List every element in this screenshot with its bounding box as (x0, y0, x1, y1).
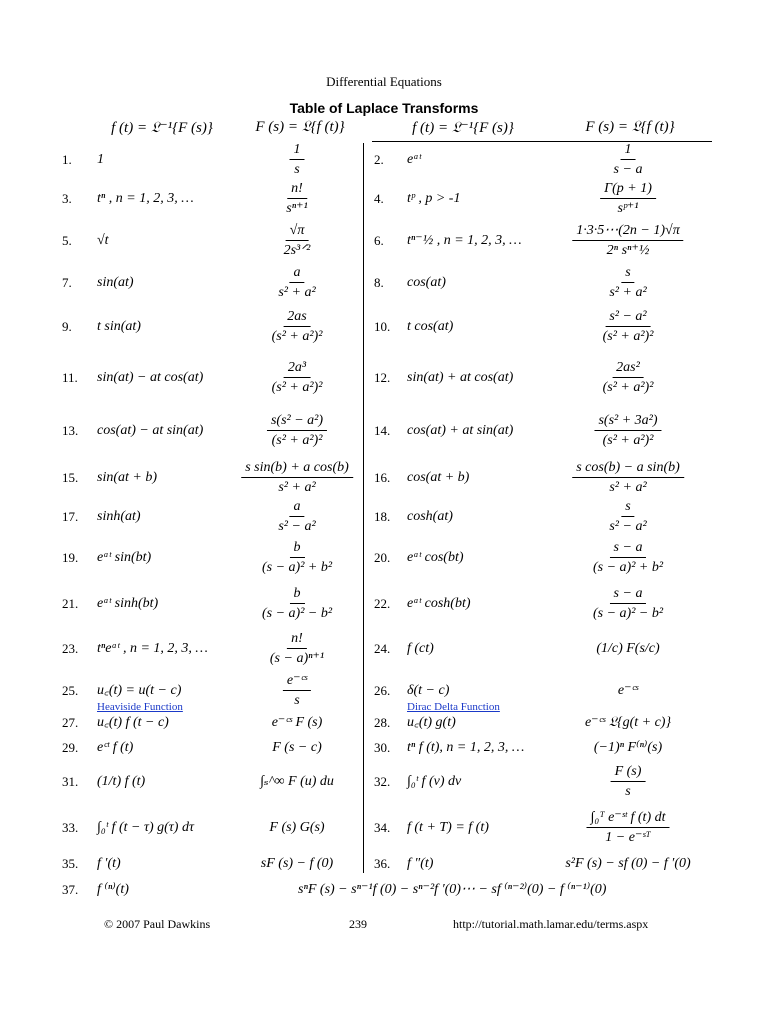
denominator: (s − a)² − b² (592, 606, 664, 621)
laplace-transform (594, 413, 661, 449)
footer-url: http://tutorial.math.lamar.edu/terms.aspx (453, 917, 649, 931)
numerator: n! (287, 631, 307, 649)
time-domain-function: tᵖ , p > -1 (407, 191, 461, 206)
row-number: 35. (62, 856, 79, 871)
numerator: s cos(b) − a sin(b) (572, 460, 684, 478)
denominator: sᵖ⁺¹ (617, 201, 639, 216)
time-domain-function: cos(at + b) (407, 470, 470, 485)
time-domain-function: u꜀(t) = u(t − c) (97, 683, 182, 698)
laplace-transform (266, 631, 328, 667)
laplace-transform (274, 265, 319, 301)
row-number: 8. (374, 275, 384, 290)
time-domain-function: tⁿeᵃᵗ , n = 1, 2, 3, … (97, 641, 208, 656)
denominator: s² − a² (278, 519, 316, 534)
denominator: (s² + a²)² (271, 380, 323, 395)
denominator: s (294, 162, 300, 177)
laplace-transform: sⁿF (s) − sⁿ⁻¹f (0) − sⁿ⁻²f ′(0)⋯ − sf ⁽ⁿ⁻²⁾(0) − f ⁽ⁿ⁻¹⁾(0) (298, 882, 607, 897)
row-number: 6. (374, 233, 384, 248)
time-domain-function: √t (97, 233, 109, 248)
numerator: 1·3·5⋯(2n − 1)√π (572, 223, 683, 241)
row-number: 31. (62, 774, 79, 789)
row-number: 13. (62, 423, 79, 438)
numerator: a (289, 499, 304, 517)
row-number: 21. (62, 596, 79, 611)
time-domain-function: f (t + T) = f (t) (407, 820, 489, 835)
denominator: s − a (613, 162, 643, 177)
row-number: 28. (374, 715, 391, 730)
laplace-transform (267, 413, 327, 449)
row-link[interactable]: Heaviside Function (97, 701, 183, 713)
row-number: 36. (374, 856, 391, 871)
fraction (241, 460, 353, 496)
fraction (266, 631, 328, 667)
laplace-transform: F (s − c) (272, 740, 322, 755)
fraction (268, 309, 327, 345)
laplace-transform (280, 223, 315, 259)
numerator: b (290, 540, 305, 558)
row-number: 18. (374, 509, 391, 524)
denominator: s² + a² (609, 285, 647, 300)
numerator: b (290, 586, 305, 604)
denominator: 2ⁿ sⁿ⁺½ (606, 243, 650, 258)
left-f-column-header: f (t) = 𝔏⁻¹{F (s)} (111, 120, 213, 136)
time-domain-function: f (ct) (407, 641, 434, 656)
fraction (258, 586, 336, 622)
fraction (600, 181, 656, 217)
fraction (274, 265, 319, 301)
laplace-transform: e⁻ᶜˢ 𝔏{g(t + c)} (584, 715, 672, 730)
laplace-transform (268, 360, 327, 396)
time-domain-function: f ″(t) (407, 856, 434, 871)
fraction (599, 309, 658, 345)
fraction (280, 223, 315, 259)
fraction (572, 223, 683, 259)
row-number: 34. (374, 820, 391, 835)
footer-copyright: © 2007 Paul Dawkins (104, 917, 211, 931)
row-number: 33. (62, 820, 79, 835)
numerator: 1 (290, 142, 305, 160)
row-number: 22. (374, 596, 391, 611)
time-domain-function: cos(at) + at sin(at) (407, 423, 514, 438)
right-F-column-header: F (s) = 𝔏{f (t)} (585, 119, 675, 135)
time-domain-function: tⁿ⁻½ , n = 1, 2, 3, … (407, 233, 522, 248)
table-title: Table of Laplace Transforms (289, 100, 479, 116)
laplace-transform (611, 764, 646, 800)
row-link[interactable]: Dirac Delta Function (407, 701, 500, 713)
denominator: 2s³ᐟ² (283, 243, 311, 258)
fraction (282, 181, 311, 217)
fraction (274, 499, 319, 535)
numerator: F (s) (611, 764, 646, 782)
fraction (267, 413, 327, 449)
fraction (605, 265, 650, 301)
numerator: s − a (610, 540, 647, 558)
laplace-transform (258, 586, 336, 622)
laplace-transform: sF (s) − f (0) (260, 856, 334, 871)
time-domain-function: ∫₀ᵗ f (t − τ) g(τ) dτ (97, 820, 194, 835)
laplace-transform (589, 586, 667, 622)
denominator: (s − a)² + b² (592, 560, 664, 575)
row-number: 32. (374, 774, 391, 789)
time-domain-function: cos(at) (407, 275, 446, 290)
time-domain-function: eᵃᵗ sinh(bt) (97, 596, 159, 611)
row-number: 2. (374, 152, 384, 167)
time-domain-function: sinh(at) (97, 509, 141, 524)
row-number: 30. (374, 740, 391, 755)
laplace-transform (241, 460, 353, 496)
laplace-transform: e⁻ᶜˢ F (s) (271, 715, 323, 730)
fraction (605, 499, 650, 535)
denominator: sⁿ⁺¹ (286, 201, 308, 216)
numerator: s sin(b) + a cos(b) (241, 460, 353, 478)
laplace-transform (599, 309, 658, 345)
time-domain-function: 1 (97, 152, 104, 167)
row-number: 5. (62, 233, 72, 248)
fraction (258, 540, 336, 576)
time-domain-function: eᵃᵗ cosh(bt) (407, 596, 471, 611)
laplace-transform (600, 181, 656, 217)
denominator: (s² + a²)² (271, 329, 323, 344)
laplace-transform (290, 142, 305, 178)
laplace-transform (605, 265, 650, 301)
numerator: √π (286, 223, 309, 241)
document-header: Differential Equations (326, 74, 442, 89)
fraction (268, 360, 327, 396)
row-number: 27. (62, 715, 79, 730)
time-domain-function: sin(at) − at cos(at) (97, 370, 204, 385)
denominator: s² − a² (609, 519, 647, 534)
fraction (283, 673, 311, 709)
row-number: 29. (62, 740, 79, 755)
laplace-transform: s²F (s) − sf (0) − f ′(0) (565, 856, 691, 871)
time-domain-function: f ′(t) (97, 856, 121, 871)
row-number: 15. (62, 470, 79, 485)
time-domain-function: sin(at) + at cos(at) (407, 370, 514, 385)
denominator: s² + a² (278, 480, 316, 495)
time-domain-function: δ(t − c) (407, 683, 450, 698)
laplace-transform (258, 540, 336, 576)
denominator: (s² + a²)² (602, 380, 654, 395)
time-domain-function: t sin(at) (97, 319, 141, 334)
time-domain-function: tⁿ f (t), n = 1, 2, 3, … (407, 740, 525, 755)
row-number: 3. (62, 191, 72, 206)
numerator: ∫₀ᵀ e⁻ˢᵗ f (t) dt (586, 810, 669, 828)
right-f-column-header: f (t) = 𝔏⁻¹{F (s)} (412, 120, 514, 136)
time-domain-function: tⁿ , n = 1, 2, 3, … (97, 191, 194, 206)
laplace-transform (282, 181, 311, 217)
row-number: 24. (374, 641, 391, 656)
time-domain-function: f ⁽ⁿ⁾(t) (97, 882, 129, 897)
time-domain-function: eᶜᵗ f (t) (97, 740, 134, 755)
laplace-transform (572, 460, 684, 496)
denominator: s (625, 784, 631, 799)
row-number: 19. (62, 550, 79, 565)
row-number: 12. (374, 370, 391, 385)
row-number: 20. (374, 550, 391, 565)
numerator: s (621, 265, 634, 283)
laplace-transform (589, 540, 667, 576)
time-domain-function: u꜀(t) f (t − c) (97, 715, 169, 730)
numerator: s(s² − a²) (267, 413, 327, 431)
numerator: 1 (621, 142, 636, 160)
row-number: 4. (374, 191, 384, 206)
laplace-transform (586, 810, 669, 846)
fraction (589, 540, 667, 576)
time-domain-function: sin(at) (97, 275, 134, 290)
laplace-transform (274, 499, 319, 535)
row-number: 23. (62, 641, 79, 656)
row-number: 37. (62, 882, 79, 897)
row-number: 17. (62, 509, 79, 524)
laplace-transform (610, 142, 647, 178)
denominator: (s² + a²)² (602, 433, 654, 448)
laplace-transform (283, 673, 311, 709)
denominator: (s² + a²)² (271, 433, 323, 448)
fraction (572, 460, 684, 496)
numerator: s (621, 499, 634, 517)
denominator: s² + a² (278, 285, 316, 300)
left-F-column-header: F (s) = 𝔏{f (t)} (255, 119, 345, 135)
laplace-transform (268, 309, 327, 345)
row-number: 11. (62, 370, 78, 385)
denominator: (s − a)² + b² (261, 560, 333, 575)
time-domain-function: sin(at + b) (97, 470, 157, 485)
time-domain-function: u꜀(t) g(t) (407, 715, 456, 730)
fraction (594, 413, 661, 449)
denominator: s (294, 693, 300, 708)
laplace-transform (605, 499, 650, 535)
row-number: 16. (374, 470, 391, 485)
row-number: 25. (62, 683, 79, 698)
row-number: 26. (374, 683, 391, 698)
laplace-transform: (1/c) F(s/c) (596, 641, 660, 656)
laplace-transform: (−1)ⁿ F⁽ⁿ⁾(s) (593, 740, 663, 755)
row-number: 7. (62, 275, 72, 290)
laplace-transform: e⁻ᶜˢ (617, 683, 639, 698)
time-domain-function: eᵃᵗ sin(bt) (97, 550, 152, 565)
laplace-transform (572, 223, 683, 259)
fraction (290, 142, 305, 178)
denominator: (s − a)ⁿ⁺¹ (269, 651, 325, 666)
laplace-transform: F (s) G(s) (269, 820, 325, 835)
row-number: 9. (62, 319, 72, 334)
time-domain-function: eᵃᵗ cos(bt) (407, 550, 464, 565)
time-domain-function: cosh(at) (407, 509, 453, 524)
row-number: 10. (374, 319, 391, 334)
numerator: 2as (283, 309, 310, 327)
denominator: (s² + a²)² (602, 329, 654, 344)
row-number: 1. (62, 152, 72, 167)
time-domain-function: ∫₀ᵗ f (v) dv (407, 774, 462, 789)
numerator: e⁻ᶜˢ (283, 673, 311, 691)
fraction (611, 764, 646, 800)
time-domain-function: (1/t) f (t) (97, 774, 146, 789)
fraction (599, 360, 658, 396)
denominator: (s − a)² − b² (261, 606, 333, 621)
numerator: a (289, 265, 304, 283)
numerator: s − a (610, 586, 647, 604)
denominator: 1 − e⁻ˢᵀ (605, 830, 651, 845)
fraction (586, 810, 669, 846)
footer-page-number: 239 (349, 917, 367, 931)
numerator: n! (287, 181, 307, 199)
time-domain-function: t cos(at) (407, 319, 454, 334)
numerator: s(s² + 3a²) (594, 413, 661, 431)
numerator: 2as² (612, 360, 644, 378)
time-domain-function: cos(at) − at sin(at) (97, 423, 204, 438)
numerator: s² − a² (605, 309, 650, 327)
denominator: s² + a² (609, 480, 647, 495)
time-domain-function: eᵃᵗ (407, 152, 422, 167)
fraction (610, 142, 647, 178)
fraction (589, 586, 667, 622)
laplace-transform: ∫ₛ^∞ F (u) du (260, 774, 334, 789)
numerator: Γ(p + 1) (600, 181, 656, 199)
laplace-transform (599, 360, 658, 396)
numerator: 2a³ (284, 360, 310, 378)
row-number: 14. (374, 423, 391, 438)
